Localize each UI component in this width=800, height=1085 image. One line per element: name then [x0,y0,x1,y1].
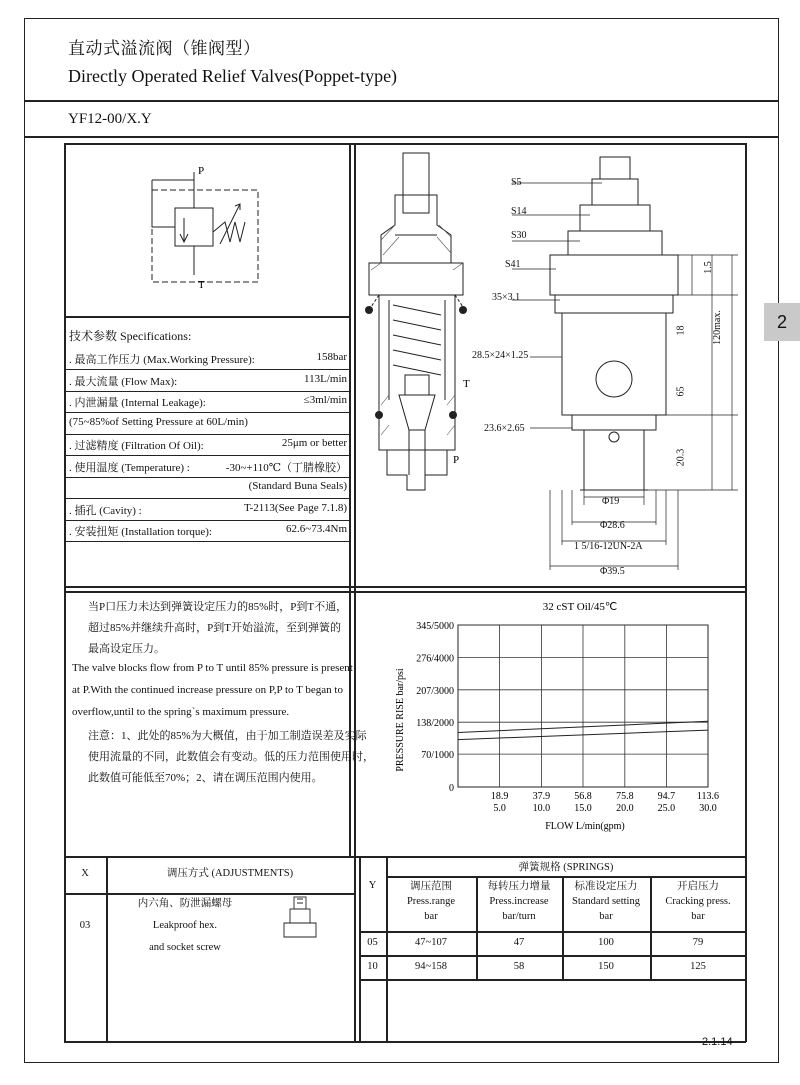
dim-d39: Φ39.5 [600,566,625,577]
adjust-line-1: 内六角、防泄漏螺母 [137,898,233,909]
section-tab: 2 [764,303,800,341]
grid-line [386,876,746,878]
springs-column-unit: bar [424,911,438,922]
dim-oring2: 23.6×2.65 [484,423,525,434]
springs-cell: 125 [690,961,706,972]
model-divider [24,136,779,138]
adjust-x-header: X [81,868,89,879]
spec-row [69,394,347,410]
desc-note-1: 注意：1、此处的85%为大概值，由于加工制造误差及实际 [88,730,367,742]
chart-y-tick: 0 [449,783,454,794]
grid-line [64,1041,746,1043]
springs-column-en: Cracking press. [665,896,731,907]
spec-row [69,480,347,492]
spec-key: . 内泄漏量 (Internal Leakage): [69,397,206,409]
title-chinese: 直动式溢流阀（锥阀型） [68,39,261,58]
chart-xlabel: FLOW L/min(gpm) [545,821,625,832]
spec-row [69,373,347,389]
chart-x-tick-gpm: 5.0 [493,803,506,814]
symbol-p-label: P [198,165,205,177]
springs-column-unit: bar [599,911,613,922]
spec-key: . 最高工作压力 (Max.Working Pressure): [69,354,255,366]
hydraulic-symbol [140,160,270,295]
springs-column-cn: 开启压力 [677,881,719,892]
grid-line [64,391,350,392]
model-number: YF12-00/X.Y [68,111,152,127]
grid-line [64,412,350,413]
chart-x-tick: 94.7 [657,791,676,802]
chart-x-tick: 75.8 [616,791,634,802]
grid-line [359,931,746,933]
grid-line [354,856,356,1042]
grid-line [64,498,350,499]
springs-column-unit: bar [691,911,705,922]
chart-y-tick: 207/3000 [416,685,454,697]
springs-column-en: Press.range [406,896,456,907]
spec-key: . 插孔 (Cavity) : [69,504,142,517]
dim-120max: 120max. [711,310,723,345]
grid-line [64,477,350,478]
grid-line [64,520,350,521]
springs-column-cn: 每转压力增量 [487,881,551,892]
adjust-line-2: Leakproof hex. [152,920,218,931]
chart-x-tick: 56.8 [574,791,592,802]
springs-cell: 150 [598,961,614,972]
dim-65: 65 [675,386,687,397]
springs-column-unit: bar/turn [502,911,536,922]
dim-18: 18 [675,325,687,336]
chart-x-tick: 18.9 [490,791,509,802]
adjustment-screw-icon [280,895,320,945]
page-number: 2.1.14 [702,1036,733,1048]
chart-x-tick-gpm: 15.0 [574,803,592,814]
spec-value: ≤3ml/min [303,394,347,406]
chart-x-tick-gpm: 20.0 [616,803,634,814]
dim-s30: S30 [511,230,527,241]
grid-line [64,316,350,318]
desc-note-3: 此数值可能低至70%；2、请在调压范围内使用。 [88,772,323,784]
grid-line [64,369,350,370]
grid-line [106,856,108,1042]
grid-line [64,434,350,435]
spec-value: 62.6~73.4Nm [286,523,347,535]
spec-value: 158bar [316,351,347,363]
spec-row [69,351,347,367]
springs-row-code: 05 [367,937,378,948]
chart-x-tick-gpm: 30.0 [699,803,717,814]
dim-thread2: 1 5/16-12UN-2A [574,541,643,552]
spec-key: . 使用温度 (Temperature) : [69,461,190,474]
grid-line [359,979,746,981]
chart-y-tick: 345/5000 [416,621,454,632]
section-t-label: T [463,378,470,390]
spec-value: (Standard Buna Seals) [248,480,347,492]
section-p-label: P [453,454,460,466]
adjust-code: 03 [79,920,91,931]
desc-note-2: 使用流量的不同，此数值会有变动。低的压力范围使用时， [88,751,374,763]
chart-y-tick: 70/1000 [421,750,454,762]
dim-thread1: 28.5×24×1.25 [472,350,529,361]
spec-row [69,437,347,453]
dim-oring1: 35×3.1 [492,292,521,303]
dim-d19: Φ19 [602,496,620,507]
springs-header: 弹簧规格 (SPRINGS) [518,862,614,873]
spec-value: 25μm or better [281,437,347,449]
spec-row [69,459,347,475]
springs-cell: 100 [598,937,614,948]
desc-en-1: The valve blocks flow from P to T until 85% pressure is present [72,662,353,674]
desc-cn-1: 当P口压力未达到弹簧设定压力的85%时，P到T不通， [88,601,348,613]
grid-line [64,541,350,542]
dim-s41: S41 [505,259,521,270]
chart-x-tick-gpm: 25.0 [657,803,676,814]
grid-line [64,586,746,588]
grid-line [64,856,746,858]
chart-y-tick: 276/4000 [416,653,454,665]
springs-column-en: Press.increase [489,896,549,907]
grid-line [64,455,350,456]
title-english: Directly Operated Relief Valves(Poppet-type) [68,66,398,86]
springs-column-en: Standard setting [572,896,640,907]
dim-1-5: 1.5 [702,261,714,274]
spec-row [69,502,347,518]
specs-heading: 技术参数 Specifications: [69,329,192,343]
springs-row-code: 10 [367,961,378,972]
spec-key: . 最大流量 (Flow Max): [69,375,178,388]
chart-x-tick-gpm: 10.0 [532,803,551,814]
desc-cn-2: 超过85%并继续升高时，P到T开始溢流，至到弹簧的 [88,622,341,634]
desc-en-2: at P.With the continued increase pressure on P,P to T began to [72,684,343,696]
adjust-header: 调压方式 (ADJUSTMENTS) [166,868,294,879]
chart-y-tick: 138/2000 [416,718,454,730]
springs-y-header: Y [368,880,377,891]
valve-section-drawing [355,145,480,505]
grid-line [64,143,66,1042]
symbol-t-label: T [198,279,205,291]
spec-row [69,523,347,539]
springs-cell: 94~158 [415,961,447,972]
desc-cn-3: 最高设定压力。 [88,643,165,655]
header-divider [24,100,779,102]
adjust-line-3: and socket screw [149,942,221,953]
pressure-flow-chart [355,592,745,855]
chart-x-tick: 113.6 [696,791,720,802]
desc-en-3: overflow,until to the spring`s maximum pressure. [72,706,290,718]
spec-value: 113L/min [304,372,347,385]
chart-title: 32 cST Oil/45℃ [542,601,618,613]
springs-cell: 58 [513,961,525,972]
chart-x-tick: 37.9 [532,791,551,802]
spec-row [69,416,347,428]
grid-line [359,955,746,957]
chart-ylabel: PRESSURE RISE bar/psi [395,668,406,772]
spec-value: -30~+110℃（丁腈橡胶） [225,461,347,474]
spec-key: . 安装扭矩 (Installation torque): [69,526,212,538]
spec-value: T-2113(See Page 7.1.8) [243,501,347,514]
springs-column-cn: 标准设定压力 [574,881,638,892]
dim-s5: S5 [511,177,522,188]
dim-d28: Φ28.6 [600,520,625,531]
dim-s14: S14 [511,206,527,217]
springs-cell: 47~107 [415,937,447,948]
springs-cell: 79 [692,937,704,948]
spec-key: . 过滤精度 (Filtration Of Oil): [69,440,204,452]
spec-key: (75~85%of Setting Pressure at 60L/min) [69,415,248,428]
dim-20-3: 20.3 [675,448,687,467]
springs-column-cn: 调压范围 [410,881,452,892]
springs-cell: 47 [513,937,525,948]
